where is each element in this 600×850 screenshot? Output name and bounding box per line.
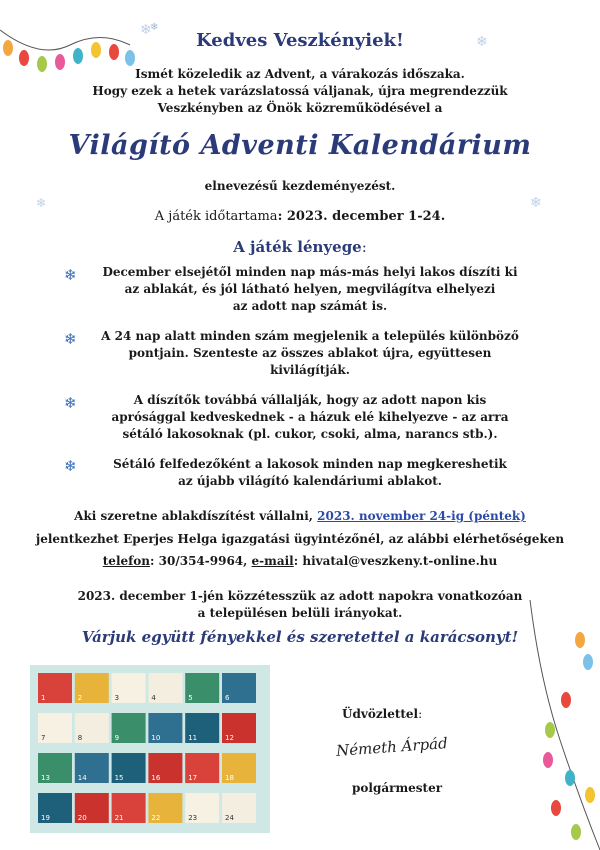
greeting-heading: Kedves Veszkényiek! — [196, 30, 404, 51]
bullet-line: A 24 nap alatt minden szám megjelenik a település különböző — [101, 329, 519, 343]
after-title-text: elnevezésű kezdeményezést. — [204, 179, 396, 193]
calendar-day-number: 24 — [225, 814, 234, 822]
calendar-day-number: 22 — [151, 814, 161, 822]
snowflake-icon: ❄ — [140, 22, 152, 38]
snowflake-bullet-icon: ❄ — [64, 457, 77, 475]
calendar-day-number: 9 — [114, 734, 120, 742]
bullet-line: aprósággal kedveskednek - a házuk elé kihelyezve - az arra — [111, 410, 509, 424]
calendar-day-number: 21 — [114, 814, 124, 822]
snowflake-icon: ❄ — [476, 34, 488, 50]
intro-line: Ismét közeledik az Advent, a várakozás időszaka. — [135, 67, 465, 81]
calendar-day-number: 15 — [114, 774, 124, 782]
duration-line — [0, 208, 600, 225]
signup-prefix: Aki szeretne ablakdíszítést vállalni, — [74, 509, 318, 523]
calendar-day-number: 1 — [41, 694, 46, 702]
calendar-day-number: 11 — [188, 734, 198, 742]
calendar-day-number: 13 — [41, 774, 50, 782]
signup-deadline: 2023. november 24-ig (péntek) — [317, 509, 526, 523]
intro-line: Veszkényben az Önök közreműködésével a — [157, 101, 443, 115]
calendar-day-number: 23 — [188, 814, 198, 822]
intro-line: Hogy ezek a hetek varázslatossá váljanak, újra megrendezzük — [92, 84, 508, 98]
calendar-day-number: 8 — [77, 734, 83, 742]
contact-line — [0, 553, 600, 570]
calendar-grid — [30, 665, 270, 833]
calendar-day-number: 12 — [225, 734, 234, 742]
signup-line-2: jelentkezhet Eperjes Helga igazgatási ügyintézőnél, az alábbi elérhetőségeken — [35, 532, 565, 546]
regards-text: Üdvözlettel — [342, 707, 419, 721]
bullet-line: Sétáló felfedezőként a lakosok minden nap megkereshetik — [113, 457, 507, 471]
regards-line — [342, 706, 422, 723]
event-title: Világító Adventi Kalendárium — [68, 130, 532, 161]
bullet-line: az újabb világító kalendáriumi ablakot. — [178, 474, 442, 488]
bullet-item — [80, 392, 540, 443]
svg-text:❄: ❄ — [150, 22, 159, 33]
phone-value: : 30/354-9964, — [150, 554, 252, 568]
publish-paragraph — [0, 588, 600, 622]
snowflake-bullet-icon: ❄ — [64, 266, 77, 284]
calendar-day-number: 7 — [41, 734, 46, 742]
bullet-line: sétáló lakosoknak (pl. cukor, csoki, alma, narancs stb.). — [122, 427, 498, 441]
essence-heading — [0, 238, 600, 256]
calendar-day-number: 10 — [151, 734, 161, 742]
calendar-day-number: 2 — [77, 694, 83, 702]
essence-heading-text: A játék lényege — [233, 238, 362, 256]
bullet-line: az ablakát, és jól látható helyen, megvilágítva elhelyezi — [124, 282, 496, 296]
snowflake-icon: ❄ — [530, 195, 542, 211]
publish-line: a településen belüli irányokat. — [197, 606, 403, 620]
snowflake-icon: ❄ — [36, 196, 47, 210]
calendar-day-number: 4 — [151, 694, 156, 702]
signature: Németh Árpád — [335, 734, 449, 760]
snowflake-bullet-icon: ❄ — [64, 394, 77, 412]
calendar-day-number: 16 — [151, 774, 161, 782]
calendar-day-number: 17 — [188, 774, 198, 782]
publish-line: 2023. december 1-jén közzétesszük az adott napokra vonatkozóan — [77, 589, 523, 603]
calendar-day-number: 18 — [225, 774, 234, 782]
calendar-day-number: 14 — [77, 774, 87, 782]
bullet-line: December elsejétől minden nap más-más helyi lakos díszíti ki — [102, 265, 518, 279]
phone-label: telefon — [102, 554, 151, 568]
intro-paragraph — [0, 66, 600, 117]
snowflake-bullet-icon: ❄ — [64, 330, 77, 348]
calendar-day-number: 5 — [188, 694, 193, 702]
bullet-line: A díszítők továbbá vállalják, hogy az adott napon kis — [133, 393, 487, 407]
calendar-day-number: 6 — [225, 694, 230, 702]
bullet-line: pontjain. Szenteste az összes ablakot újra, együttesen — [128, 346, 492, 360]
bullet-item — [80, 264, 540, 315]
closing-line: Várjuk együtt fényekkel és szeretettel a karácsonyt! — [81, 628, 519, 646]
regards-colon: : — [418, 707, 423, 721]
bullet-item — [80, 328, 540, 379]
duration-value: : 2023. december 1-24. — [277, 209, 446, 224]
calendar-day-number: 19 — [41, 814, 50, 822]
calendar-day-number: 3 — [114, 694, 120, 702]
bullet-item — [80, 456, 540, 490]
email-label: e-mail — [251, 554, 294, 568]
bullet-line: kivilágítják. — [270, 363, 350, 377]
bullet-line: az adott nap számát is. — [232, 299, 388, 313]
signup-line-1 — [0, 508, 600, 525]
signer-title: polgármester — [352, 781, 443, 795]
calendar-day-number: 20 — [77, 814, 87, 822]
duration-label: A játék időtartama — [154, 209, 278, 224]
email-value[interactable]: : hivatal@veszkeny.t-online.hu — [293, 554, 498, 568]
advent-calendar-illustration — [30, 665, 270, 833]
essence-colon: : — [361, 238, 367, 256]
